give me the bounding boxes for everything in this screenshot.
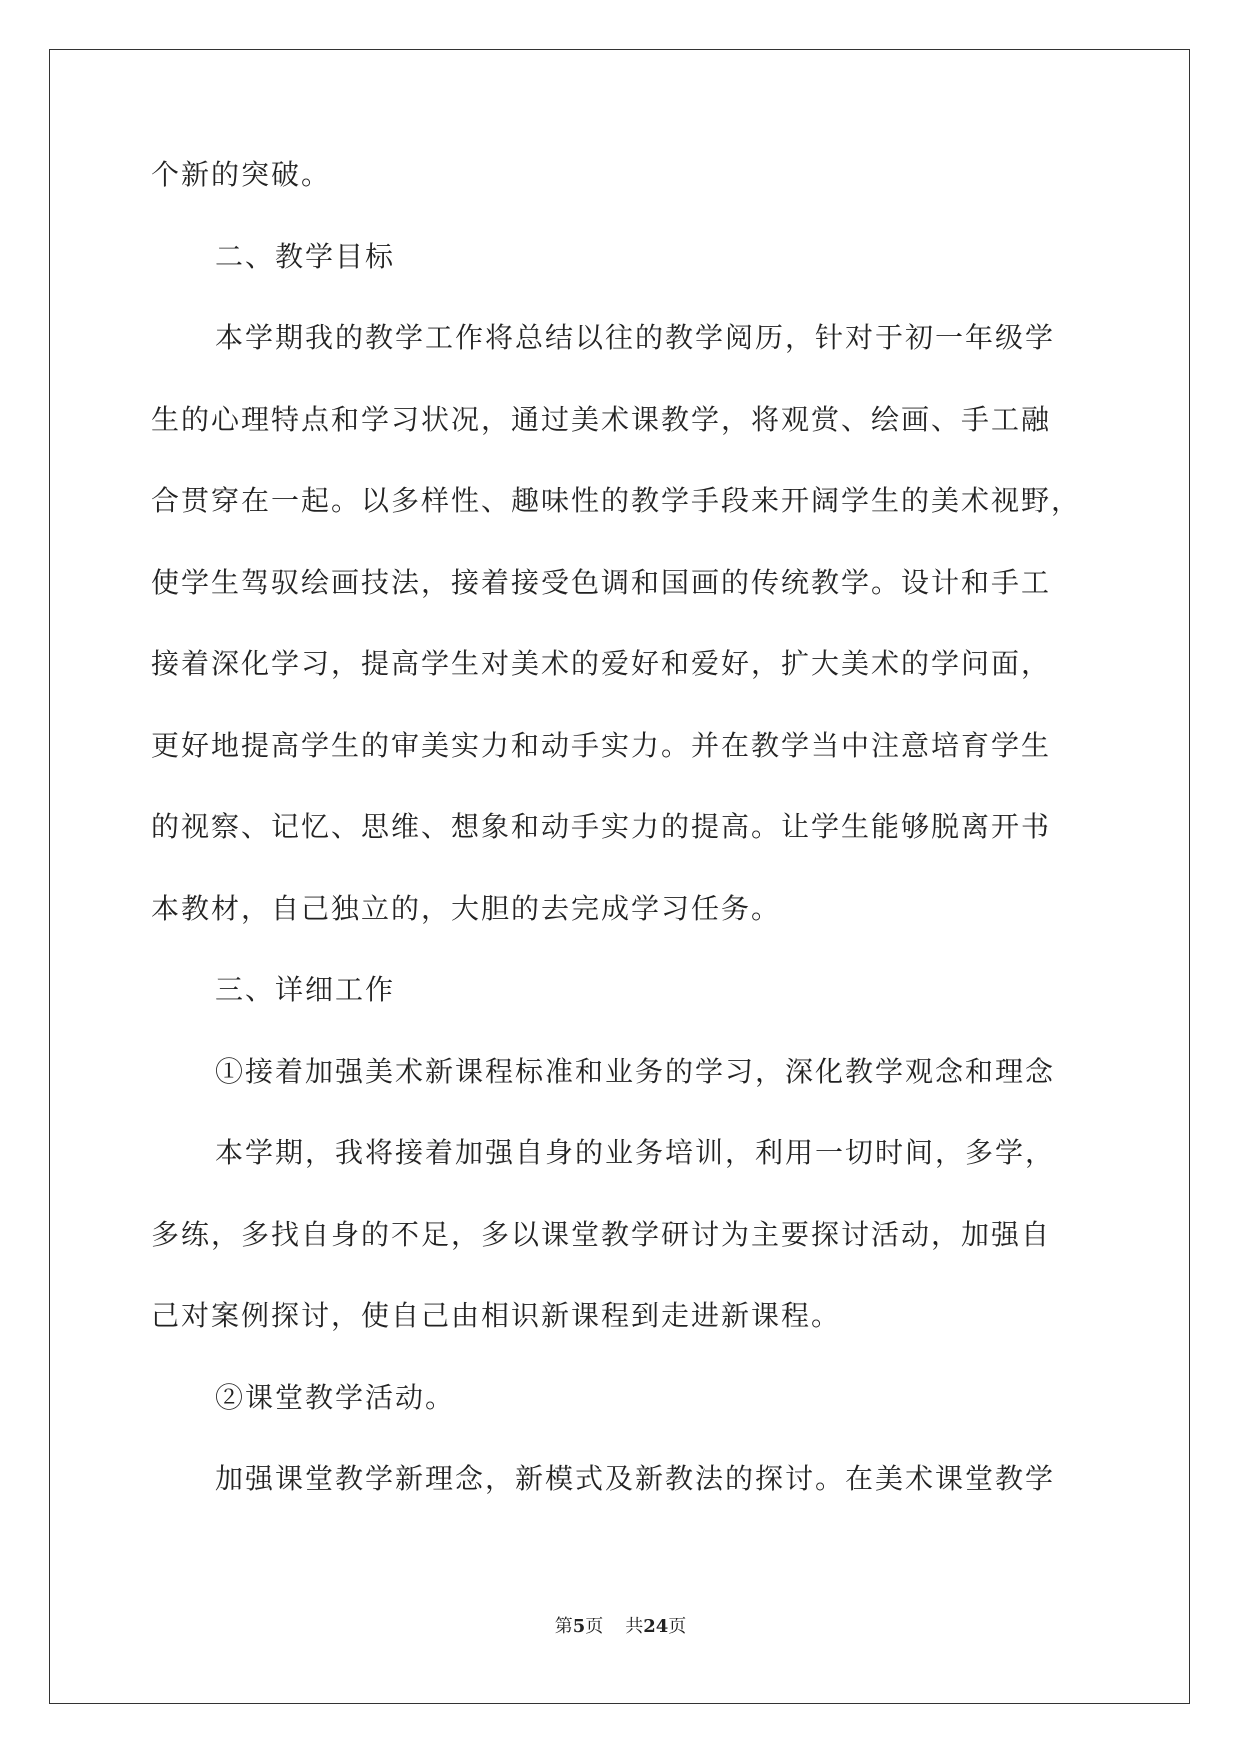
text-line-5: 合贯穿在一起。以多样性、趣味性的教学手段来开阔学生的美术视野， [151, 484, 1082, 517]
document-body [151, 155, 1091, 1541]
footer-prefix: 第 [554, 1616, 573, 1637]
list-item-1-heading: ①接着加强美术新课程标准和业务的学习，深化教学观念和理念 [215, 1054, 1056, 1088]
section-heading-teaching-goals: 二、教学目标 [215, 239, 396, 273]
text-line-13: 本学期，我将接着加强自身的业务培训，利用一切时间，多学， [215, 1136, 1056, 1169]
text-line-15: 己对案例探讨，使自己由相识新课程到走进新课程。 [151, 1299, 842, 1332]
section-heading-detailed-work: 三、详细工作 [215, 973, 396, 1006]
text-line-4: 生的心理特点和学习状况，通过美术课教学，将观赏、绘画、手工融 [151, 402, 1052, 436]
page-footer [0, 1612, 1241, 1638]
text-line-6: 使学生驾驭绘画技法，接着接受色调和国画的传统教学。设计和手工 [151, 565, 1052, 599]
current-page-number: 5 [572, 1616, 586, 1637]
text-line-7: 接着深化学习，提高学生对美术的爱好和爱好，扩大美术的学问面， [151, 647, 1052, 680]
text-line-1: 个新的突破。 [151, 158, 332, 191]
text-line-3: 本学期我的教学工作将总结以往的教学阅历，针对于初一年级学 [215, 321, 1056, 354]
list-item-2-heading: ②课堂教学活动。 [215, 1380, 456, 1414]
footer-total-suffix: 页 [668, 1616, 687, 1637]
footer-total-prefix: 共 [625, 1616, 644, 1637]
text-line-10: 本教材，自己独立的，大胆的去完成学习任务。 [151, 891, 782, 925]
text-line-8: 更好地提高学生的审美实力和动手实力。并在教学当中注意培育学生 [151, 728, 1052, 762]
text-line-17: 加强课堂教学新理念，新模式及新教法的探讨。在美术课堂教学 [215, 1462, 1056, 1495]
footer-page-suffix: 页 [585, 1616, 604, 1637]
total-pages-number: 24 [643, 1616, 669, 1637]
text-line-9: 的视察、记忆、思维、想象和动手实力的提高。让学生能够脱离开书 [151, 810, 1052, 843]
text-line-14: 多练，多找自身的不足，多以课堂教学研讨为主要探讨活动，加强自 [151, 1217, 1052, 1251]
